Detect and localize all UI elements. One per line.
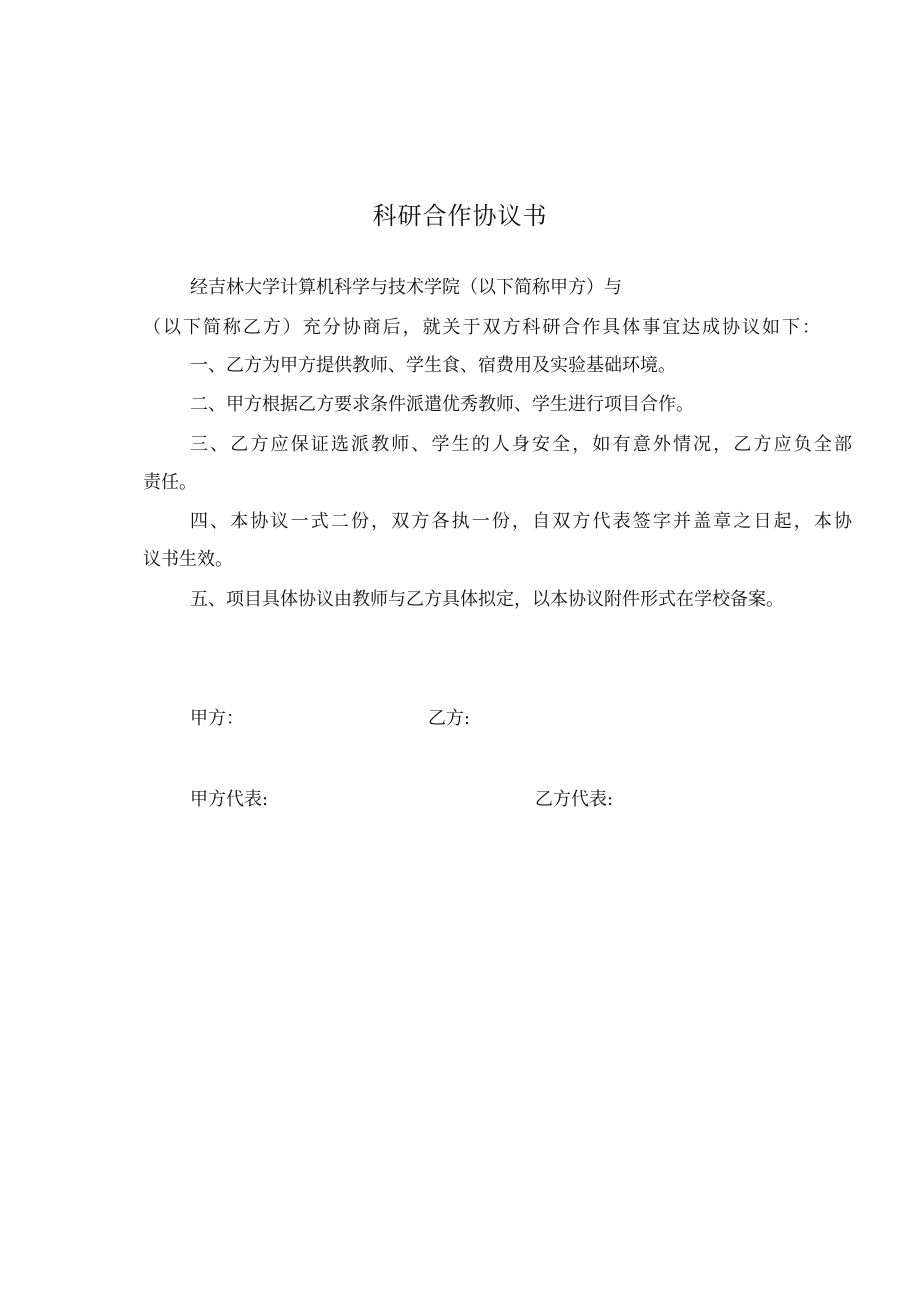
clause-5: 五、项目具体协议由教师与乙方具体拟定，以本协议附件形式在学校备案。	[190, 589, 784, 610]
clause-1: 一、乙方为甲方提供教师、学生食、宿费用及实验基础环境。	[190, 355, 676, 376]
clause-4-line-1: 四、本协议一式二份，双方各执一份，自双方代表签字并盖章之日起，本协	[190, 511, 852, 532]
intro-line-1: 经吉林大学计算机科学与技术学院（以下简称甲方）与	[190, 277, 622, 298]
party-b-representative-label: 乙方代表:	[535, 789, 614, 810]
document-title: 科研合作协议书	[372, 202, 548, 230]
clause-3-line-1: 三、乙方应保证选派教师、学生的人身安全，如有意外情况，乙方应负全部	[190, 434, 852, 455]
clause-2: 二、甲方根据乙方要求条件派遣优秀教师、学生进行项目合作。	[190, 394, 694, 415]
intro-line-2: （以下简称乙方）充分协商后，就关于双方科研合作具体事宜达成协议如下：	[143, 317, 820, 338]
party-b-label: 乙方:	[428, 708, 471, 729]
party-a-representative-label: 甲方代表:	[190, 789, 269, 810]
party-a-label: 甲方：	[190, 708, 244, 729]
clause-4-line-2: 议书生效。	[143, 549, 233, 570]
clause-3-line-2: 责任。	[143, 472, 197, 493]
